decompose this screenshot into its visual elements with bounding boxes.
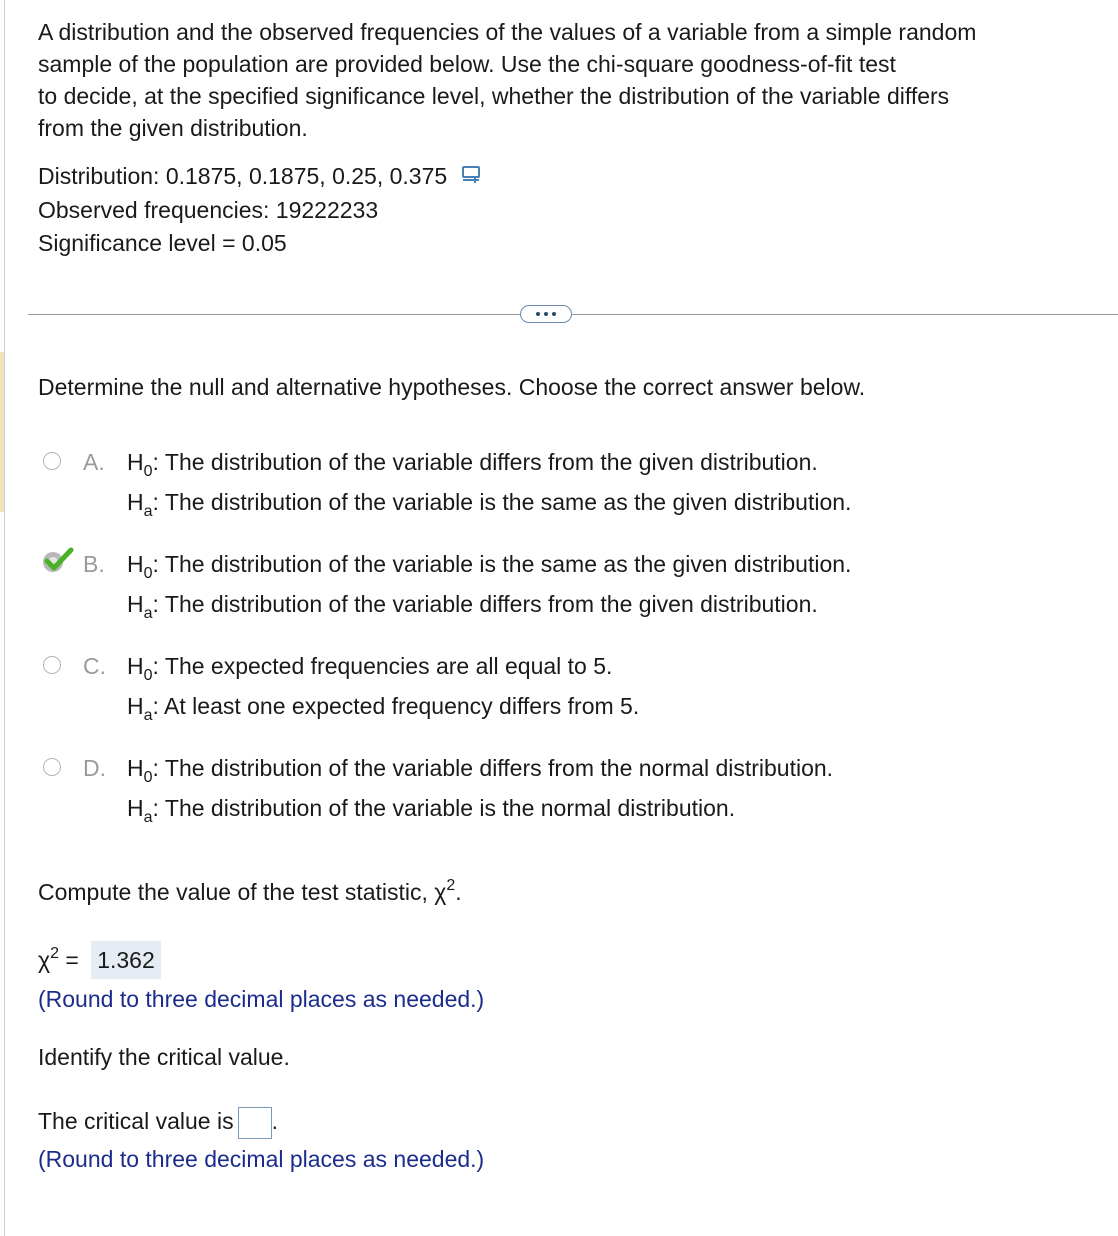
correct-check-icon (41, 547, 75, 581)
option-c-radio[interactable] (43, 656, 61, 674)
significance-level: Significance level = 0.05 (38, 229, 287, 256)
critical-value-prompt: Identify the critical value. (38, 1044, 290, 1070)
distribution-text: Distribution: 0.1875, 0.1875, 0.25, 0.375 (38, 163, 448, 189)
option-a-null: $H_0$: The distribution of the variable differs from the given distribution. (127, 449, 818, 480)
left-border (4, 0, 5, 1236)
option-b-letter: B. (83, 551, 105, 577)
ellipsis-icon (536, 312, 540, 316)
critical-value-row: The critical value is . (38, 1104, 278, 1139)
critical-value-hint: (Round to three decimal places as needed.) (38, 1146, 485, 1172)
problem-statement (38, 16, 1113, 144)
test-statistic-value: 1.362 (91, 941, 161, 979)
option-d-radio[interactable] (43, 758, 61, 776)
section-divider (28, 314, 1118, 315)
problem-line-3: to decide, at the specified significance level, whether the distribution of the variable differs (38, 83, 950, 109)
option-a-radio[interactable] (43, 452, 61, 470)
option-d-letter: D. (83, 755, 106, 781)
test-statistic-hint: (Round to three decimal places as needed.) (38, 986, 485, 1012)
show-more-button[interactable] (520, 305, 572, 323)
option-a-letter: A. (83, 449, 105, 475)
option-d-null: $H_0$: The distribution of the variable differs from the normal distribution. (127, 755, 834, 786)
test-statistic-answer: $\chi^2 = 1.362$ (38, 941, 161, 979)
critical-value-input[interactable] (238, 1107, 272, 1139)
copy-data-icon[interactable] (461, 160, 483, 193)
option-c-letter: C. (83, 653, 106, 679)
distribution-line (38, 160, 483, 194)
problem-line-1: A distribution and the observed frequencies of the values of a variable from a simple random (38, 19, 977, 45)
critical-value-label: The critical value is (38, 1108, 234, 1134)
option-a-alternative: $H_a$: The distribution of the variable is the same as the given distribution. (127, 489, 852, 520)
hypotheses-prompt: Determine the null and alternative hypotheses. Choose the correct answer below. (38, 374, 866, 400)
observed-frequencies: Observed frequencies: 19222233 (38, 197, 379, 224)
option-b-null: $H_0$: The distribution of the variable is the same as the given distribution. (127, 551, 852, 582)
option-c-null: $H_0$: The expected frequencies are all equal to 5. (127, 653, 613, 684)
option-d-alternative: $H_a$: The distribution of the variable is the normal distribution. (127, 795, 736, 826)
test-statistic-prompt: Compute the value of the test statistic, $\chi^2$. (38, 877, 462, 905)
option-b-alternative: $H_a$: The distribution of the variable differs from the given distribution. (127, 591, 818, 622)
problem-line-4: from the given distribution. (38, 115, 308, 141)
problem-data (38, 160, 483, 259)
current-question-marker (0, 352, 4, 512)
option-c-alternative: $H_a$: At least one expected frequency differs from 5. (127, 693, 640, 724)
problem-line-2: sample of the population are provided below. Use the chi-square goodness-of-fit test (38, 51, 896, 77)
